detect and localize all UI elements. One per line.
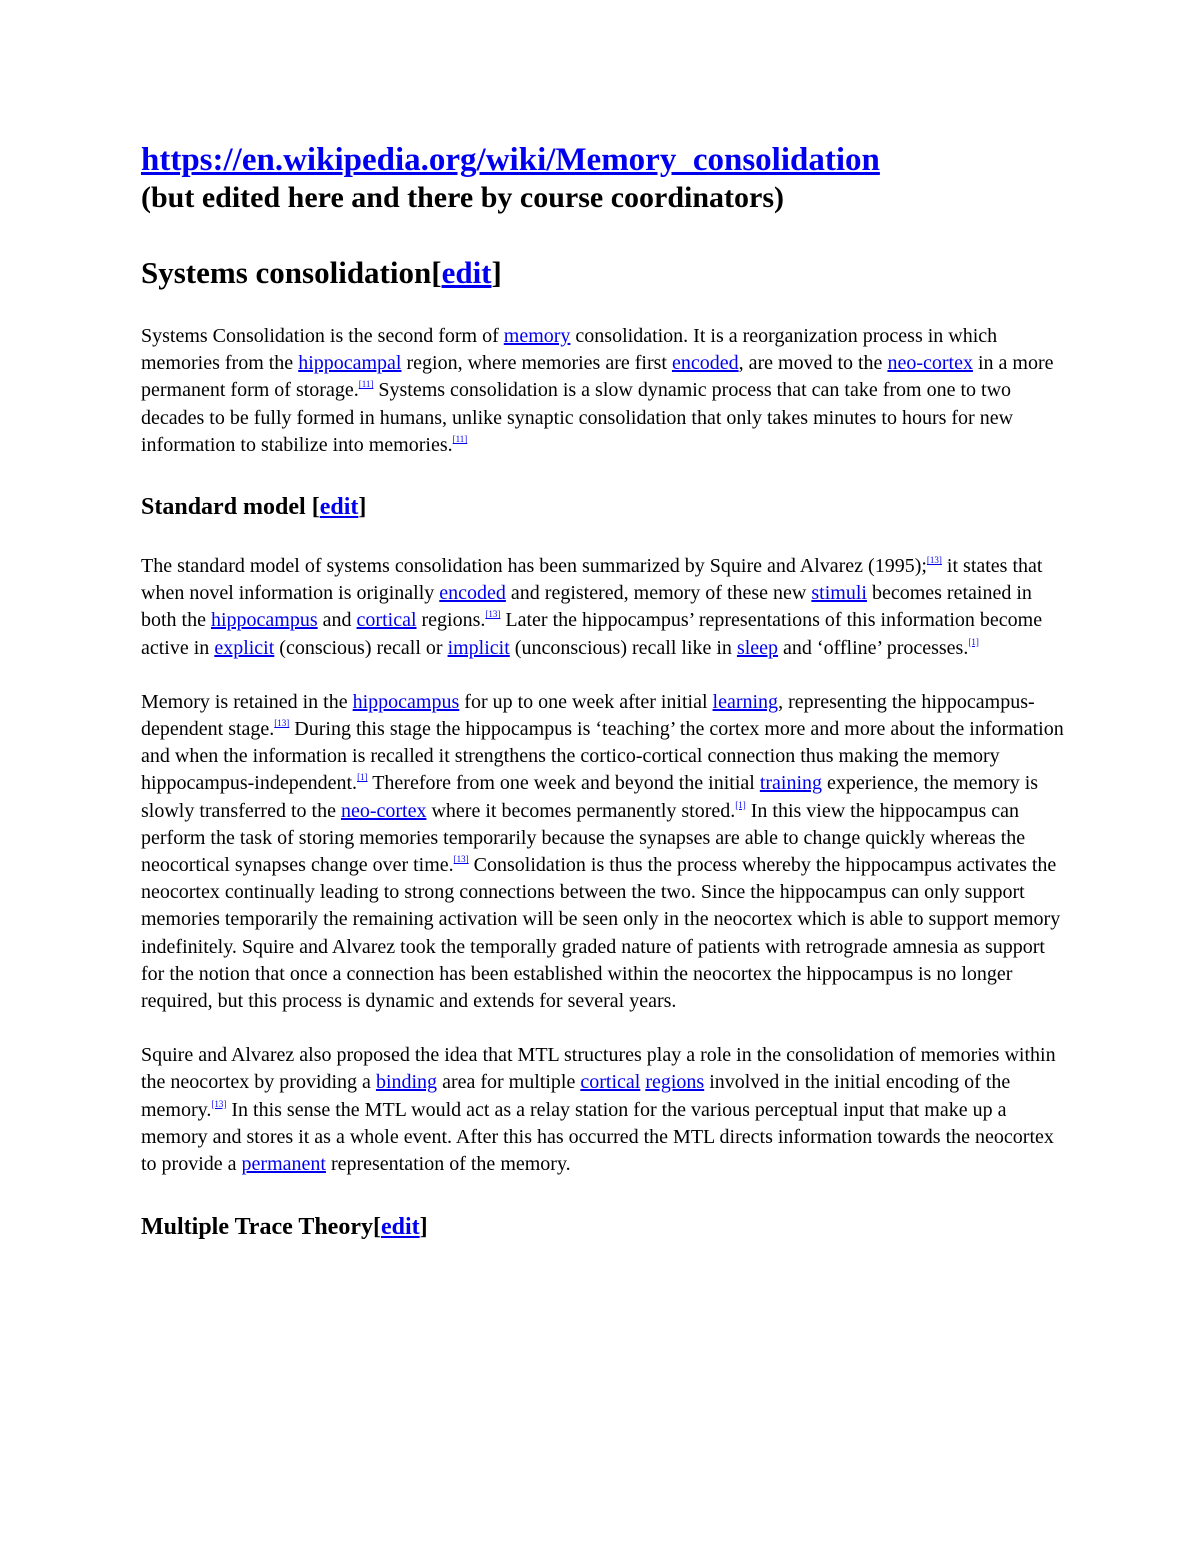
text: for up to one week after initial: [459, 690, 713, 713]
source-url-link[interactable]: https://en.wikipedia.org/wiki/Memory_consolidation: [141, 142, 880, 178]
link-regions[interactable]: regions: [645, 1071, 705, 1094]
text: where it becomes permanently stored.: [426, 799, 736, 822]
link-cortical[interactable]: cortical: [580, 1071, 641, 1094]
link-hippocampal[interactable]: hippocampal: [298, 352, 402, 375]
link-explicit[interactable]: explicit: [214, 636, 275, 659]
citation: [968, 637, 979, 647]
citation-link[interactable]: [13]: [211, 1098, 227, 1109]
citation-link[interactable]: [11]: [452, 433, 468, 444]
text: Systems consolidation is a slow dynamic process that can take from one to two decades to be fully formed in humans, unlike synaptic consolidation that only takes minutes to hours for new information to stabilize into memories.: [141, 379, 1014, 456]
citation-link[interactable]: [1]: [968, 636, 979, 647]
text: becomes retained in both the: [141, 582, 1032, 632]
link-neo-cortex[interactable]: neo-cortex: [887, 352, 973, 375]
citation: [927, 555, 942, 565]
text: During this stage the hippocampus is ‘teaching’ the cortex more and more about the information and when the information is recalled it strengthens the cortico-cortical connection thus making the memory hippocampus-independent.: [141, 718, 1064, 795]
text: and registered, memory of these new: [505, 582, 812, 605]
link-implicit[interactable]: implicit: [447, 636, 510, 659]
text: (conscious) recall or: [274, 636, 448, 659]
text: Systems Consolidation is the second form of: [141, 325, 504, 347]
paragraph-standard-3: [141, 1042, 1066, 1178]
text: Squire and Alvarez also proposed the idea that MTL structures play a role in the consolidation of memories within the neocortex by providing a: [141, 1044, 1056, 1094]
text: it states that when novel information is originally: [141, 555, 1043, 605]
citation-link[interactable]: [13]: [274, 718, 290, 729]
subtitle: (but edited here and there by course coordinators): [141, 181, 785, 214]
citation-link[interactable]: [1]: [357, 772, 368, 783]
text: and ‘offline’ processes.: [778, 636, 969, 659]
citation-link[interactable]: [13]: [926, 555, 942, 566]
text: representation of the memory.: [325, 1153, 571, 1176]
link-hippocampus[interactable]: hippocampus: [211, 609, 318, 632]
link-memory[interactable]: memory: [503, 325, 571, 347]
text: Later the hippocampus’ representations of this information become active in: [141, 609, 1043, 659]
text: In this view the hippocampus can perform the task of storing memories temporarily because the synapses are able to change quickly whereas the neocortical synapses change over time.: [141, 799, 1026, 877]
text: experience, the memory is slowly transferred to the: [141, 772, 1039, 822]
link-stimuli[interactable]: stimuli: [811, 582, 867, 605]
link-neo-cortex[interactable]: neo-cortex: [340, 799, 427, 822]
text: The standard model of systems consolidation has been summarized by Squire and Alvarez (1995);: [141, 555, 927, 578]
text: involved in the initial encoding of the memory.: [141, 1071, 1011, 1121]
citation: [735, 800, 746, 810]
text: , representing the hippocampus-dependent stage.: [141, 690, 1035, 741]
link-training[interactable]: training: [759, 772, 823, 795]
text: region, where memories are first: [401, 352, 672, 375]
paragraph-standard-1: [141, 553, 1066, 662]
citation-link[interactable]: [1]: [735, 799, 746, 810]
citation: [485, 609, 500, 619]
paragraph-systems: [141, 323, 1066, 459]
citation: [453, 434, 468, 444]
text: and: [317, 609, 357, 632]
citation: [357, 772, 368, 782]
text: consolidation. It is a reorganization process in which memories from the: [141, 325, 998, 375]
citation: [211, 1099, 226, 1109]
link-permanent[interactable]: permanent: [241, 1153, 326, 1176]
edit-link-standard[interactable]: edit: [319, 494, 359, 521]
link-hippocampus[interactable]: hippocampus: [352, 690, 460, 713]
text: in a more permanent form of storage.: [141, 352, 1054, 402]
text: Consolidation is thus the process whereby the hippocampus activates the neocortex continually leading to strong connections between the two. Since the hippocampus can only support memories temporarily the remaining activation will be seen only in the neocortex which is able to support memory indefinitely. Squire and Alvarez took the temporally graded nature of patients with retrograde amnesia as support for the notion that once a connection has been established within the neocortex the hippocampus is no longer required, but this process is dynamic and extends for several years.: [141, 854, 1061, 1013]
heading-text: Systems consolidation: [141, 255, 432, 290]
edit-link-multiple[interactable]: edit: [380, 1214, 420, 1241]
citation-link[interactable]: [13]: [453, 854, 469, 865]
document-page: [141, 140, 1066, 1242]
heading-text: Multiple Trace Theory: [141, 1214, 373, 1241]
heading-multiple-trace-theory: Multiple Trace Theory[edit]: [141, 1214, 428, 1241]
heading-standard-model: Standard model [edit]: [141, 494, 367, 521]
citation-link[interactable]: [13]: [485, 609, 501, 620]
citation-link[interactable]: [11]: [358, 379, 374, 390]
citation: [359, 379, 374, 389]
text: (unconscious) recall like in: [509, 636, 737, 659]
text: Memory is retained in the: [141, 690, 353, 713]
link-cortical[interactable]: cortical: [356, 609, 417, 632]
citation: [454, 854, 469, 864]
edit-link-systems[interactable]: edit: [441, 255, 492, 290]
link-encoded[interactable]: encoded: [671, 352, 739, 375]
citation: [274, 718, 289, 728]
text: area for multiple: [437, 1071, 581, 1094]
text: , are moved to the: [738, 352, 888, 375]
link-binding[interactable]: binding: [375, 1071, 438, 1094]
text: regions.: [416, 609, 486, 632]
link-encoded[interactable]: encoded: [439, 582, 506, 605]
heading-text: Standard model: [141, 494, 312, 521]
heading-systems-consolidation: Systems consolidation[edit]: [141, 255, 502, 290]
link-learning[interactable]: learning: [712, 690, 779, 713]
text: In this sense the MTL would act as a relay station for the various perceptual input that make up a memory and stores it as a whole event. After this has occurred the MTL directs information towards the neocortex to provide a: [141, 1098, 1054, 1176]
link-sleep[interactable]: sleep: [736, 636, 779, 659]
text: Therefore from one week and beyond the initial: [367, 772, 760, 795]
paragraph-standard-2: [141, 689, 1066, 1015]
